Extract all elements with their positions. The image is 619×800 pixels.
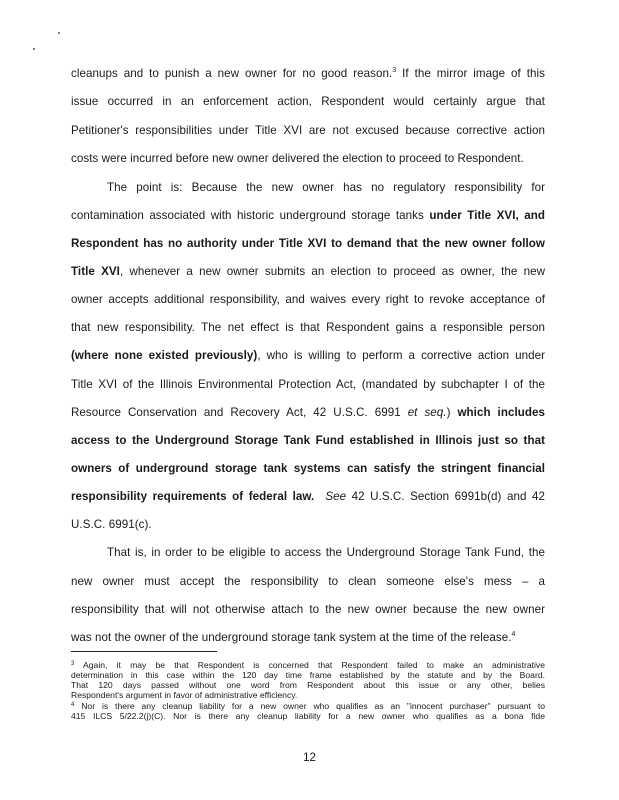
footnote-line: $^3$ Again, it may be that Respondent is concerned that Respondent failed to make an administrative [71, 660, 545, 670]
footnote-line: $^4$ Nor is there any cleanup liability for a new owner who qualifies as an "innocent purchaser" pursuant to [71, 701, 545, 711]
body-line: responsibility that will not otherwise attach to the new owner because the new owner [71, 603, 545, 616]
footnote-line: 415 ILCS 5/22.2(j)(C). Nor is there any cleanup liability for a new owner who qualifies as a bona fide [71, 711, 545, 721]
footnote-marker: 4 [511, 631, 516, 638]
scan-artifact [33, 48, 35, 50]
footnote-marker: 3 [392, 67, 397, 74]
body-line: U.S.C. 6991(c). [71, 518, 152, 531]
body-line: was not the owner of the underground storage tank system at the time of the release.$^4$ [71, 631, 516, 644]
footnote-marker: 3 [71, 661, 75, 667]
body-line: (where none existed previously), who is willing to perform a corrective action under [71, 349, 545, 362]
body-line: Title XVI of the Illinois Environmental Protection Act, (mandated by subchapter I of the [71, 378, 545, 391]
body-line: Respondent has no authority under Title XVI to demand that the new owner follow [71, 237, 545, 250]
page-number: 12 [303, 752, 316, 764]
body-line: Petitioner's responsibilities under Title XVI are not excused because corrective action [71, 124, 545, 137]
body-line: access to the Underground Storage Tank Fund established in Illinois just so that [71, 434, 545, 447]
body-line: owners of underground storage tank systems can satisfy the stringent financial [71, 462, 545, 475]
body-line: contamination associated with historic underground storage tanks under Title XVI, and [71, 209, 545, 222]
body-line: issue occurred in an enforcement action, Respondent would certainly argue that [71, 95, 545, 108]
footnote-line: Respondent's argument in favor of administrative efficiency. [71, 690, 298, 700]
body-line: responsibility requirements of federal law. See 42 U.S.C. Section 6991b(d) and 42 [71, 490, 545, 503]
body-line: Resource Conservation and Recovery Act, 42 U.S.C. 6991 et seq.) which includes [71, 406, 545, 419]
body-line: costs were incurred before new owner delivered the election to proceed to Respondent. [71, 152, 524, 165]
footnote-separator [71, 651, 217, 652]
body-line: that new responsibility. The net effect is that Respondent gains a responsible person [71, 321, 545, 334]
body-line: Title XVI, whenever a new owner submits an election to proceed as owner, the new [71, 265, 545, 278]
footnote-marker: 4 [71, 702, 75, 708]
body-line: That is, in order to be eligible to access the Underground Storage Tank Fund, the [107, 546, 545, 559]
body-line: new owner must accept the responsibility to clean someone else's mess – a [71, 575, 545, 588]
body-line: owner accepts additional responsibility, and waives every right to revoke acceptance of [71, 293, 545, 306]
body-line: cleanups and to punish a new owner for no good reason.$^3$ If the mirror image of this [71, 67, 545, 80]
footnote-line: That 120 days passed without one word from Respondent about this issue or any other, belies [71, 680, 545, 690]
body-line: The point is: Because the new owner has no regulatory responsibility for [107, 181, 545, 194]
scan-artifact [58, 32, 60, 34]
footnote-line: determination in this case within the 120 day time frame established by the statute and by the Board. [71, 670, 545, 680]
